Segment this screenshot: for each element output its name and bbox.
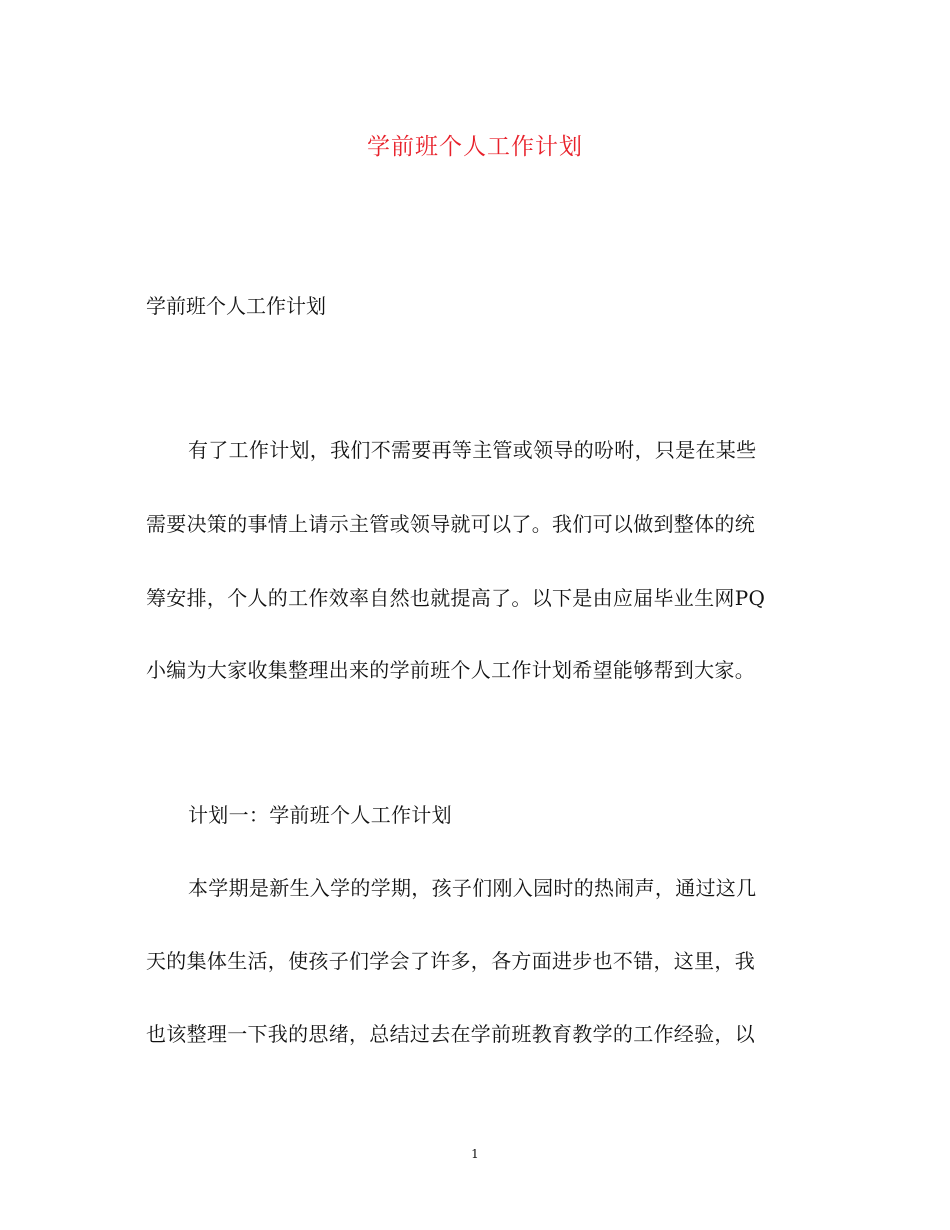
document-title: 学前班个人工作计划	[367, 134, 583, 160]
body-line-2: 天的集体生活，使孩子们学会了许多，各方面进步也不错，这里，我	[146, 949, 755, 973]
intro-line-3: 筹安排，个人的工作效率自然也就提高了。以下是由应届毕业生网PQ	[146, 586, 766, 610]
section-heading: 计划一：学前班个人工作计划	[188, 803, 452, 827]
body-line-3: 也该整理一下我的思绪，总结过去在学前班教育教学的工作经验，以	[146, 1022, 755, 1046]
intro-line-2: 需要决策的事情上请示主管或领导就可以了。我们可以做到整体的统	[146, 512, 755, 536]
intro-line-1: 有了工作计划，我们不需要再等主管或领导的吩咐，只是在某些	[188, 438, 757, 462]
document-subtitle: 学前班个人工作计划	[146, 294, 326, 318]
page-number: 1	[471, 1147, 479, 1161]
intro-line-4: 小编为大家收集整理出来的学前班个人工作计划希望能够帮到大家。	[146, 658, 755, 682]
body-line-1: 本学期是新生入学的学期，孩子们刚入园时的热闹声，通过这几	[188, 876, 757, 900]
